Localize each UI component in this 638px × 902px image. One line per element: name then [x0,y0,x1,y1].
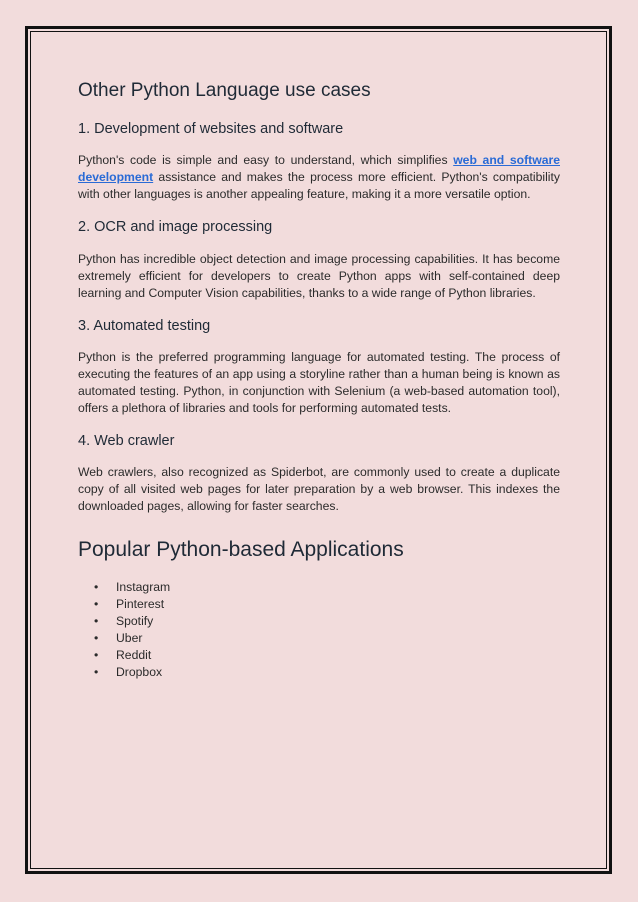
use-cases-title: Other Python Language use cases [78,80,371,101]
use-case-text-ocr: Python has incredible object detection and image processing capabilities. It has become extremely efficient for developers to create Python apps with self-contained deep learning and Computer Vision capabilities, thanks to a wide range of Python libraries. [78,251,560,300]
app-name: Pinterest [116,596,165,611]
list-item [94,579,560,596]
bullet-icon: • [94,613,99,628]
use-case-heading-ocr: 2. OCR and image processing [78,219,273,236]
app-name: Uber [116,630,143,645]
popular-apps-title: Popular Python-based Applications [78,538,404,562]
bullet-icon: • [94,664,99,679]
use-case-text-web-after: assistance and makes the process more efficient. Python's compatibility with other languages is another appealing feature, making it a more versatile option. [78,170,560,202]
list-item [94,647,560,664]
list-item [94,664,560,681]
popular-apps-list [78,579,560,681]
app-name: Spotify [116,613,154,628]
list-item [94,596,560,613]
use-case-text-web [78,152,560,203]
app-name: Instagram [116,579,171,594]
list-item [94,630,560,647]
app-name: Reddit [116,647,152,662]
use-case-text-crawler: Web crawlers, also recognized as Spiderbot, are commonly used to create a duplicate copy of all visited web pages for later preparation by a web browser. This indexes the downloaded pages, allowing for faster searches. [78,465,560,514]
use-case-heading-crawler: 4. Web crawler [78,432,175,449]
bullet-icon: • [94,579,99,594]
use-case-heading-testing: 3. Automated testing [78,317,211,334]
app-name: Dropbox [116,664,163,679]
use-case-text-web-before: Python's code is simple and easy to understand, which simplifies [78,153,454,168]
document-content [78,80,560,681]
use-case-heading-web: 1. Development of websites and software [78,120,344,137]
use-case-text-testing: Python is the preferred programming language for automated testing. The process of executing the features of an app using a storyline rather than a human being is known as automated testing. Python, in conjunction with Selenium (a web-based automation tool), offers a plethora of libraries and tools for performing automated tests. [78,349,560,415]
bullet-icon: • [94,647,99,662]
bullet-icon: • [94,630,99,645]
web-software-development-link[interactable]: web and software development [78,153,560,185]
list-item [94,613,560,630]
bullet-icon: • [94,596,99,611]
